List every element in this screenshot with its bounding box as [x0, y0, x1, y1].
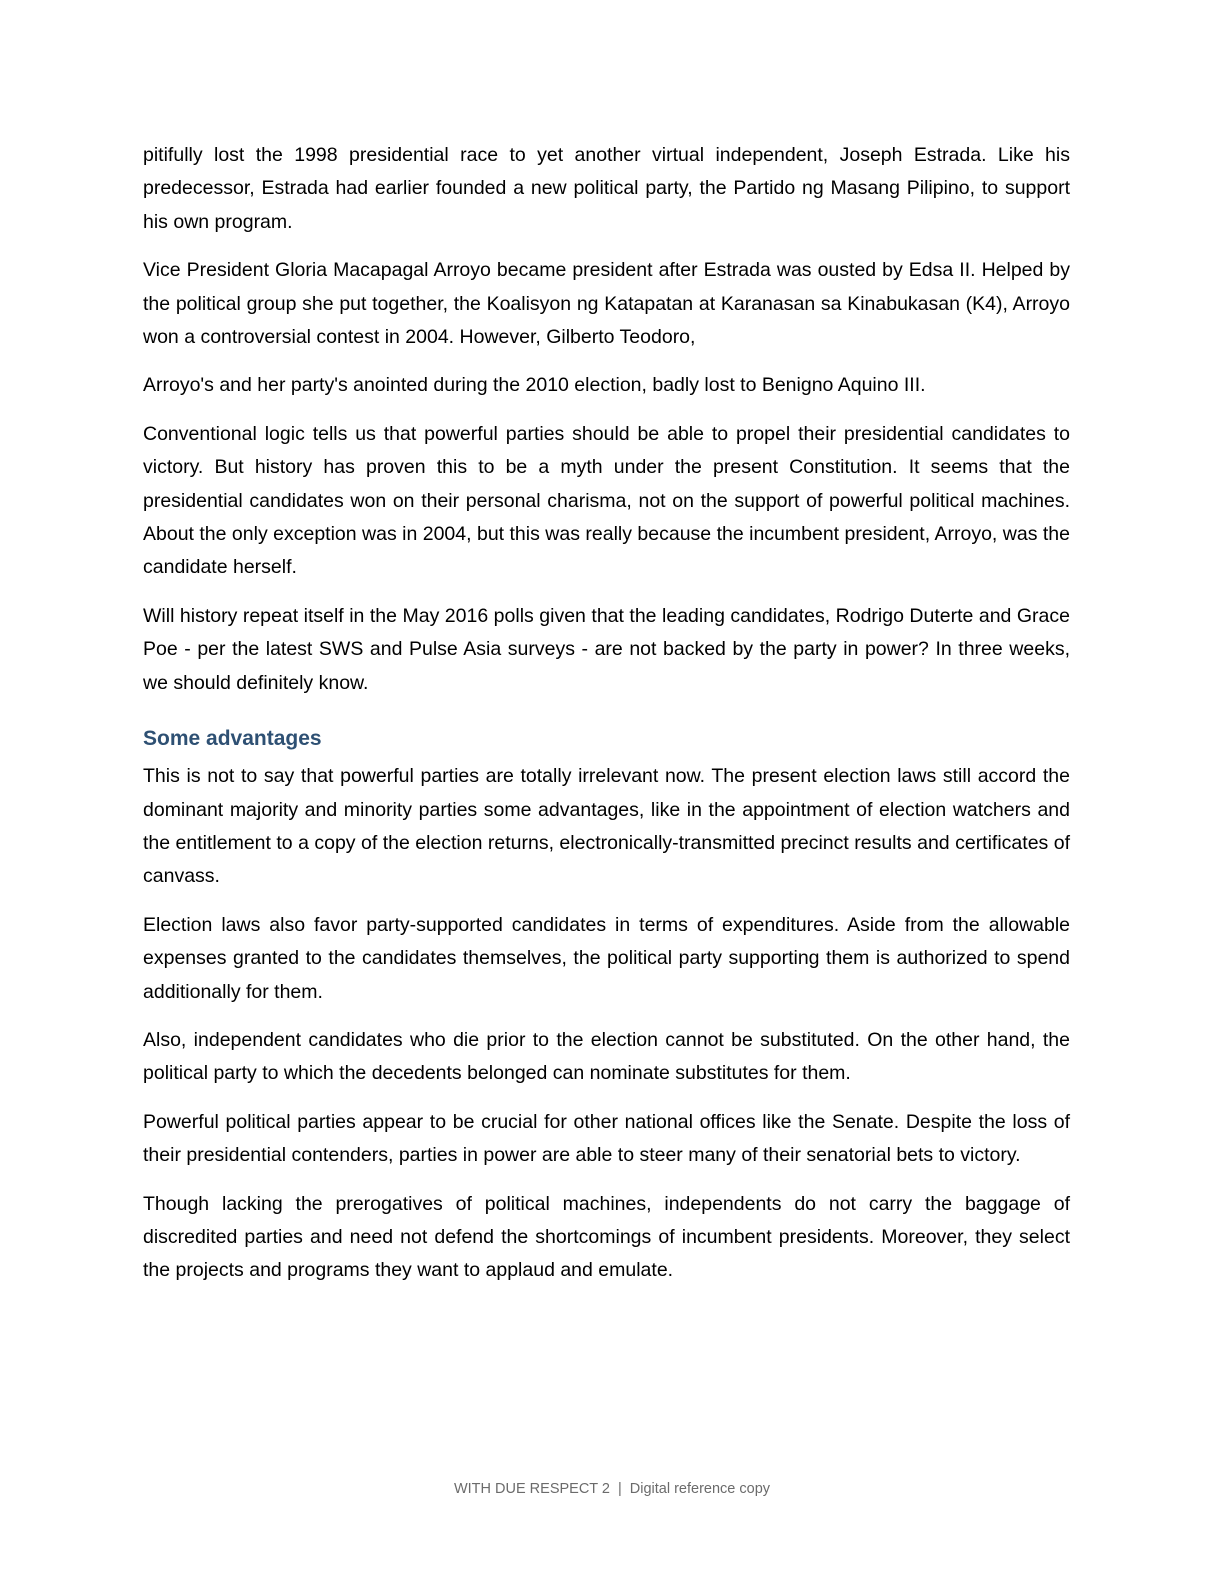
- paragraph: Arroyo's and her party's anointed during the 2010 election, badly lost to Benigno Aquino III.: [143, 374, 926, 397]
- paragraph: This is not to say that powerful parties are totally irrelevant now. The present election laws still accord the dominant majority and minority parties some advantages, like in the appointment of election watchers and the entitlement to a copy of the election returns, electronically-transmitted precinct results and certificates of canvass.: [143, 765, 1070, 888]
- paragraph: Also, independent candidates who die prior to the election cannot be substituted. On the other hand, the political party to which the decedents belonged can nominate substitutes for them.: [143, 1028, 1070, 1085]
- paragraph: Vice President Gloria Macapagal Arroyo became president after Estrada was ousted by Edsa II. Helped by the political group she put together, the Koalisyon ng Katapatan at Karanasan sa Kinabukasan (K4), Arroyo won a controversial contest in 2004. However, Gilberto Teodoro,: [143, 259, 1070, 349]
- paragraph: pitifully lost the 1998 presidential race to yet another virtual independent, Joseph Estrada. Like his predecessor, Estrada had earlier founded a new political party, the Partido ng Masang Pilipino, to support his own program.: [143, 144, 1070, 233]
- paragraph: Though lacking the prerogatives of political machines, independents do not carry the baggage of discredited parties and need not defend the shortcomings of incumbent presidents. Moreover, they select the projects and programs they want to applaud and emulate.: [143, 1192, 1070, 1282]
- paragraph: Powerful political parties appear to be crucial for other national offices like the Senate. Despite the loss of their presidential contenders, parties in power are able to steer many of their senatorial bets to victory.: [143, 1110, 1070, 1167]
- paragraph: Conventional logic tells us that powerful parties should be able to propel their presidential candidates to victory. But history has proven this to be a myth under the present Constitution. It seems that the presidential candidates won on their personal charisma, not on the support of powerful political machines. About the only exception was in 2004, but this was really because the incumbent president, Arroyo, was the candidate herself.: [143, 422, 1070, 579]
- page-footer: [0, 1479, 1224, 1499]
- document-body: [143, 139, 1070, 1303]
- footer-title: WITH DUE RESPECT 2: [453, 1481, 610, 1497]
- paragraph: Election laws also favor party-supported candidates in terms of expenditures. Aside from the allowable expenses granted to the candidates themselves, the political party supporting them is authorized to spend additionally for them.: [143, 913, 1070, 1003]
- paragraph: Will history repeat itself in the May 2016 polls given that the leading candidates, Rodrigo Duterte and Grace Poe - per the latest SWS and Pulse Asia surveys - are not backed by the party in power? In three weeks, we should definitely know.: [143, 604, 1070, 694]
- footer-separator: |: [618, 1481, 622, 1497]
- footer-note: Digital reference copy: [629, 1481, 771, 1497]
- section-heading: Some advantages: [143, 727, 322, 751]
